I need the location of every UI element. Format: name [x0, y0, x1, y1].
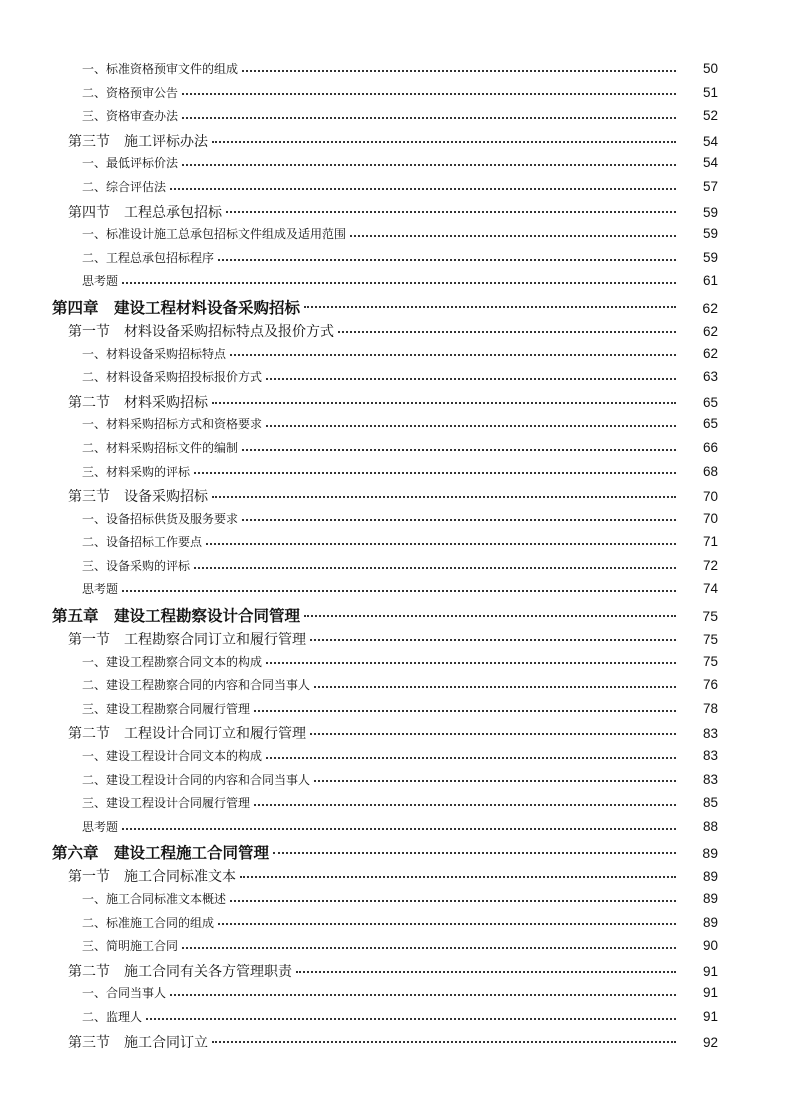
toc-item-row[interactable]: [0, 890, 790, 914]
dot-leader: [226, 211, 676, 213]
toc-page-number: 78: [702, 700, 718, 716]
dot-leader: [218, 923, 676, 925]
toc-entry-title: 二、资格预审公告: [82, 85, 179, 100]
toc-page-number: 75: [702, 608, 718, 625]
toc-item-row[interactable]: [0, 415, 790, 439]
toc-item-row[interactable]: [0, 439, 790, 463]
dot-leader: [350, 235, 676, 237]
toc-page-number: 83: [702, 771, 718, 787]
toc-entry-title: 第二节 材料采购招标: [68, 394, 208, 411]
toc-entry-title: 第一节 工程勘察合同订立和履行管理: [68, 632, 306, 649]
toc-item-row[interactable]: [0, 700, 790, 724]
toc-item-row[interactable]: [0, 272, 790, 296]
toc-item-row[interactable]: [0, 747, 790, 771]
toc-page-number: 50: [702, 61, 718, 76]
toc-entry-title: 第四节 工程总承包招标: [68, 204, 222, 221]
toc-page-number: 89: [702, 914, 718, 930]
toc-page-number: 72: [702, 557, 718, 573]
dot-leader: [314, 780, 676, 782]
dot-leader: [266, 757, 676, 759]
toc-page-number: 61: [702, 273, 718, 289]
toc-entry-title: 三、建设工程设计合同履行管理: [82, 796, 251, 811]
toc-page-number: 91: [702, 963, 718, 979]
dot-leader: [296, 971, 676, 973]
toc-entry-title: 二、监理人: [82, 1009, 143, 1024]
toc-chapter-row[interactable]: [0, 296, 790, 321]
table-of-contents: [0, 60, 790, 1055]
dot-leader: [182, 164, 676, 166]
toc-page-number: 66: [702, 439, 718, 455]
dot-leader: [218, 259, 676, 261]
dot-leader: [310, 733, 676, 735]
dot-leader: [230, 354, 676, 356]
toc-item-row[interactable]: [0, 937, 790, 961]
toc-entry-title: 一、材料设备采购招标特点: [82, 346, 227, 361]
toc-page-number: 57: [702, 178, 718, 194]
toc-page-number: 62: [702, 345, 718, 361]
toc-page-number: 89: [702, 891, 718, 906]
toc-item-row[interactable]: [0, 249, 790, 273]
toc-page-number: 89: [702, 869, 718, 885]
toc-item-row[interactable]: [0, 533, 790, 557]
dot-leader: [146, 1018, 676, 1020]
toc-entry-title: 第二节 工程设计合同订立和履行管理: [68, 726, 306, 743]
toc-page-number: 88: [702, 818, 718, 834]
toc-chapter-row[interactable]: [0, 604, 790, 629]
toc-section-row[interactable]: [0, 866, 790, 890]
toc-entry-title: 第三节 施工评标办法: [68, 133, 208, 150]
dot-leader: [242, 70, 676, 72]
toc-entry-title: 一、标准设计施工总承包招标文件组成及适用范围: [82, 227, 347, 242]
toc-page-number: 62: [702, 323, 718, 339]
toc-item-row[interactable]: [0, 984, 790, 1008]
toc-item-row[interactable]: [0, 771, 790, 795]
toc-page-number: 59: [702, 226, 718, 242]
toc-page-number: 89: [702, 845, 718, 862]
toc-page-number: 85: [702, 795, 718, 811]
toc-entry-title: 思考题: [82, 274, 119, 289]
dot-leader: [266, 425, 676, 427]
toc-chapter-row[interactable]: [0, 841, 790, 866]
toc-page-number: 83: [702, 748, 718, 764]
dot-leader: [212, 496, 676, 498]
dot-leader: [170, 994, 676, 996]
dot-leader: [122, 590, 676, 592]
toc-entry-title: 二、建设工程设计合同的内容和合同当事人: [82, 772, 311, 787]
toc-entry-title: 一、施工合同标准文本概述: [82, 892, 227, 906]
dot-leader: [182, 117, 676, 119]
dot-leader: [230, 900, 676, 902]
toc-page-number: 90: [702, 938, 718, 954]
toc-entry-title: 三、简明施工合同: [82, 939, 179, 954]
dot-leader: [194, 472, 676, 474]
toc-entry-title: 二、建设工程勘察合同的内容和合同当事人: [82, 678, 311, 693]
dot-leader: [338, 331, 676, 333]
dot-leader: [122, 282, 676, 284]
toc-entry-title: 三、设备采购的评标: [82, 558, 191, 573]
dot-leader: [194, 567, 676, 569]
toc-entry-title: 第一节 材料设备采购招标特点及报价方式: [68, 323, 334, 340]
toc-page-number: 92: [702, 1034, 718, 1050]
dot-leader: [206, 543, 676, 545]
toc-item-row[interactable]: [0, 510, 790, 534]
toc-item-row[interactable]: [0, 1008, 790, 1032]
toc-section-row[interactable]: [0, 961, 790, 985]
toc-page-number: 83: [702, 726, 718, 742]
toc-entry-title: 第六章 建设工程施工合同管理: [52, 843, 270, 863]
toc-page-number: 75: [702, 632, 718, 648]
toc-section-row[interactable]: [0, 723, 790, 747]
toc-item-row[interactable]: [0, 84, 790, 108]
dot-leader: [310, 639, 676, 641]
toc-item-row[interactable]: [0, 818, 790, 842]
toc-page-number: 65: [702, 394, 718, 410]
dot-leader: [266, 662, 676, 664]
toc-page-number: 71: [702, 534, 718, 550]
toc-item-row[interactable]: [0, 653, 790, 677]
toc-item-row[interactable]: [0, 557, 790, 581]
toc-entry-title: 二、工程总承包招标程序: [82, 250, 215, 265]
toc-page-number: 70: [702, 510, 718, 526]
toc-entry-title: 二、设备招标工作要点: [82, 535, 203, 550]
toc-page-number: 59: [702, 204, 718, 220]
toc-item-row[interactable]: [0, 676, 790, 700]
dot-leader: [273, 852, 676, 854]
toc-item-row[interactable]: [0, 225, 790, 249]
toc-item-row[interactable]: [0, 107, 790, 131]
toc-page-number: 91: [702, 985, 718, 1001]
toc-entry-title: 一、设备招标供货及服务要求: [82, 511, 239, 526]
dot-leader: [212, 1041, 676, 1043]
toc-entry-title: 一、最低评标价法: [82, 156, 179, 171]
toc-section-row[interactable]: [0, 131, 790, 155]
dot-leader: [304, 306, 676, 308]
toc-entry-title: 一、建设工程设计合同文本的构成: [82, 749, 263, 764]
toc-page-number: 70: [702, 489, 718, 505]
dot-leader: [170, 188, 676, 190]
dot-leader: [182, 947, 676, 949]
toc-entry-title: 三、建设工程勘察合同履行管理: [82, 701, 251, 716]
toc-item-row[interactable]: [0, 914, 790, 938]
toc-page-number: 54: [702, 155, 718, 171]
toc-item-row[interactable]: [0, 154, 790, 178]
toc-entry-title: 第三节 设备采购招标: [68, 489, 208, 506]
dot-leader: [212, 141, 676, 143]
dot-leader: [314, 686, 676, 688]
toc-entry-title: 第一节 施工合同标准文本: [68, 869, 236, 886]
toc-page-number: 59: [702, 249, 718, 265]
toc-entry-title: 思考题: [82, 582, 119, 597]
toc-section-row[interactable]: [0, 321, 790, 345]
dot-leader: [254, 710, 676, 712]
toc-page-number: 62: [702, 299, 718, 316]
toc-page-number: 52: [702, 108, 718, 124]
toc-page-number: 51: [702, 84, 718, 100]
toc-entry-title: 二、标准施工合同的组成: [82, 915, 215, 930]
toc-entry-title: 二、综合评估法: [82, 179, 167, 194]
dot-leader: [212, 402, 676, 404]
toc-item-row[interactable]: [0, 794, 790, 818]
toc-page-number: 63: [702, 369, 718, 385]
dot-leader: [182, 93, 676, 95]
toc-item-row[interactable]: [0, 580, 790, 604]
dot-leader: [242, 519, 676, 521]
toc-page-number: 75: [702, 653, 718, 669]
toc-entry-title: 一、建设工程勘察合同文本的构成: [82, 654, 263, 669]
toc-entry-title: 一、标准资格预审文件的组成: [82, 62, 239, 76]
dot-leader: [304, 615, 676, 617]
toc-entry-title: 第五章 建设工程勘察设计合同管理: [52, 606, 301, 626]
toc-entry-title: 第四章 建设工程材料设备采购招标: [52, 297, 301, 317]
toc-entry-title: 一、材料采购招标方式和资格要求: [82, 417, 263, 432]
toc-item-row[interactable]: [0, 368, 790, 392]
toc-page-number: 65: [702, 416, 718, 432]
toc-entry-title: 三、资格审查办法: [82, 109, 179, 124]
toc-entry-title: 第二节 施工合同有关各方管理职责: [68, 963, 292, 980]
toc-section-row[interactable]: [0, 629, 790, 653]
dot-leader: [242, 449, 676, 451]
toc-page-number: 54: [702, 133, 718, 149]
toc-entry-title: 一、合同当事人: [82, 986, 167, 1001]
toc-section-row[interactable]: [0, 486, 790, 510]
toc-item-row[interactable]: [0, 463, 790, 487]
toc-entry-title: 思考题: [82, 819, 119, 834]
toc-item-row[interactable]: [0, 178, 790, 202]
toc-entry-title: 二、材料设备采购招投标报价方式: [82, 370, 263, 385]
toc-item-row[interactable]: [0, 60, 790, 84]
toc-page-number: 74: [702, 581, 718, 597]
toc-page-number: 68: [702, 463, 718, 479]
toc-section-row[interactable]: [0, 202, 790, 226]
toc-item-row[interactable]: [0, 345, 790, 369]
toc-section-row[interactable]: [0, 1032, 790, 1056]
toc-entry-title: 三、材料采购的评标: [82, 464, 191, 479]
dot-leader: [240, 876, 676, 878]
toc-page-number: 91: [702, 1008, 718, 1024]
dot-leader: [266, 378, 676, 380]
dot-leader: [122, 828, 676, 830]
toc-page-number: 76: [702, 677, 718, 693]
toc-entry-title: 第三节 施工合同订立: [68, 1034, 208, 1051]
toc-entry-title: 二、材料采购招标文件的编制: [82, 440, 239, 455]
dot-leader: [254, 804, 676, 806]
toc-section-row[interactable]: [0, 392, 790, 416]
